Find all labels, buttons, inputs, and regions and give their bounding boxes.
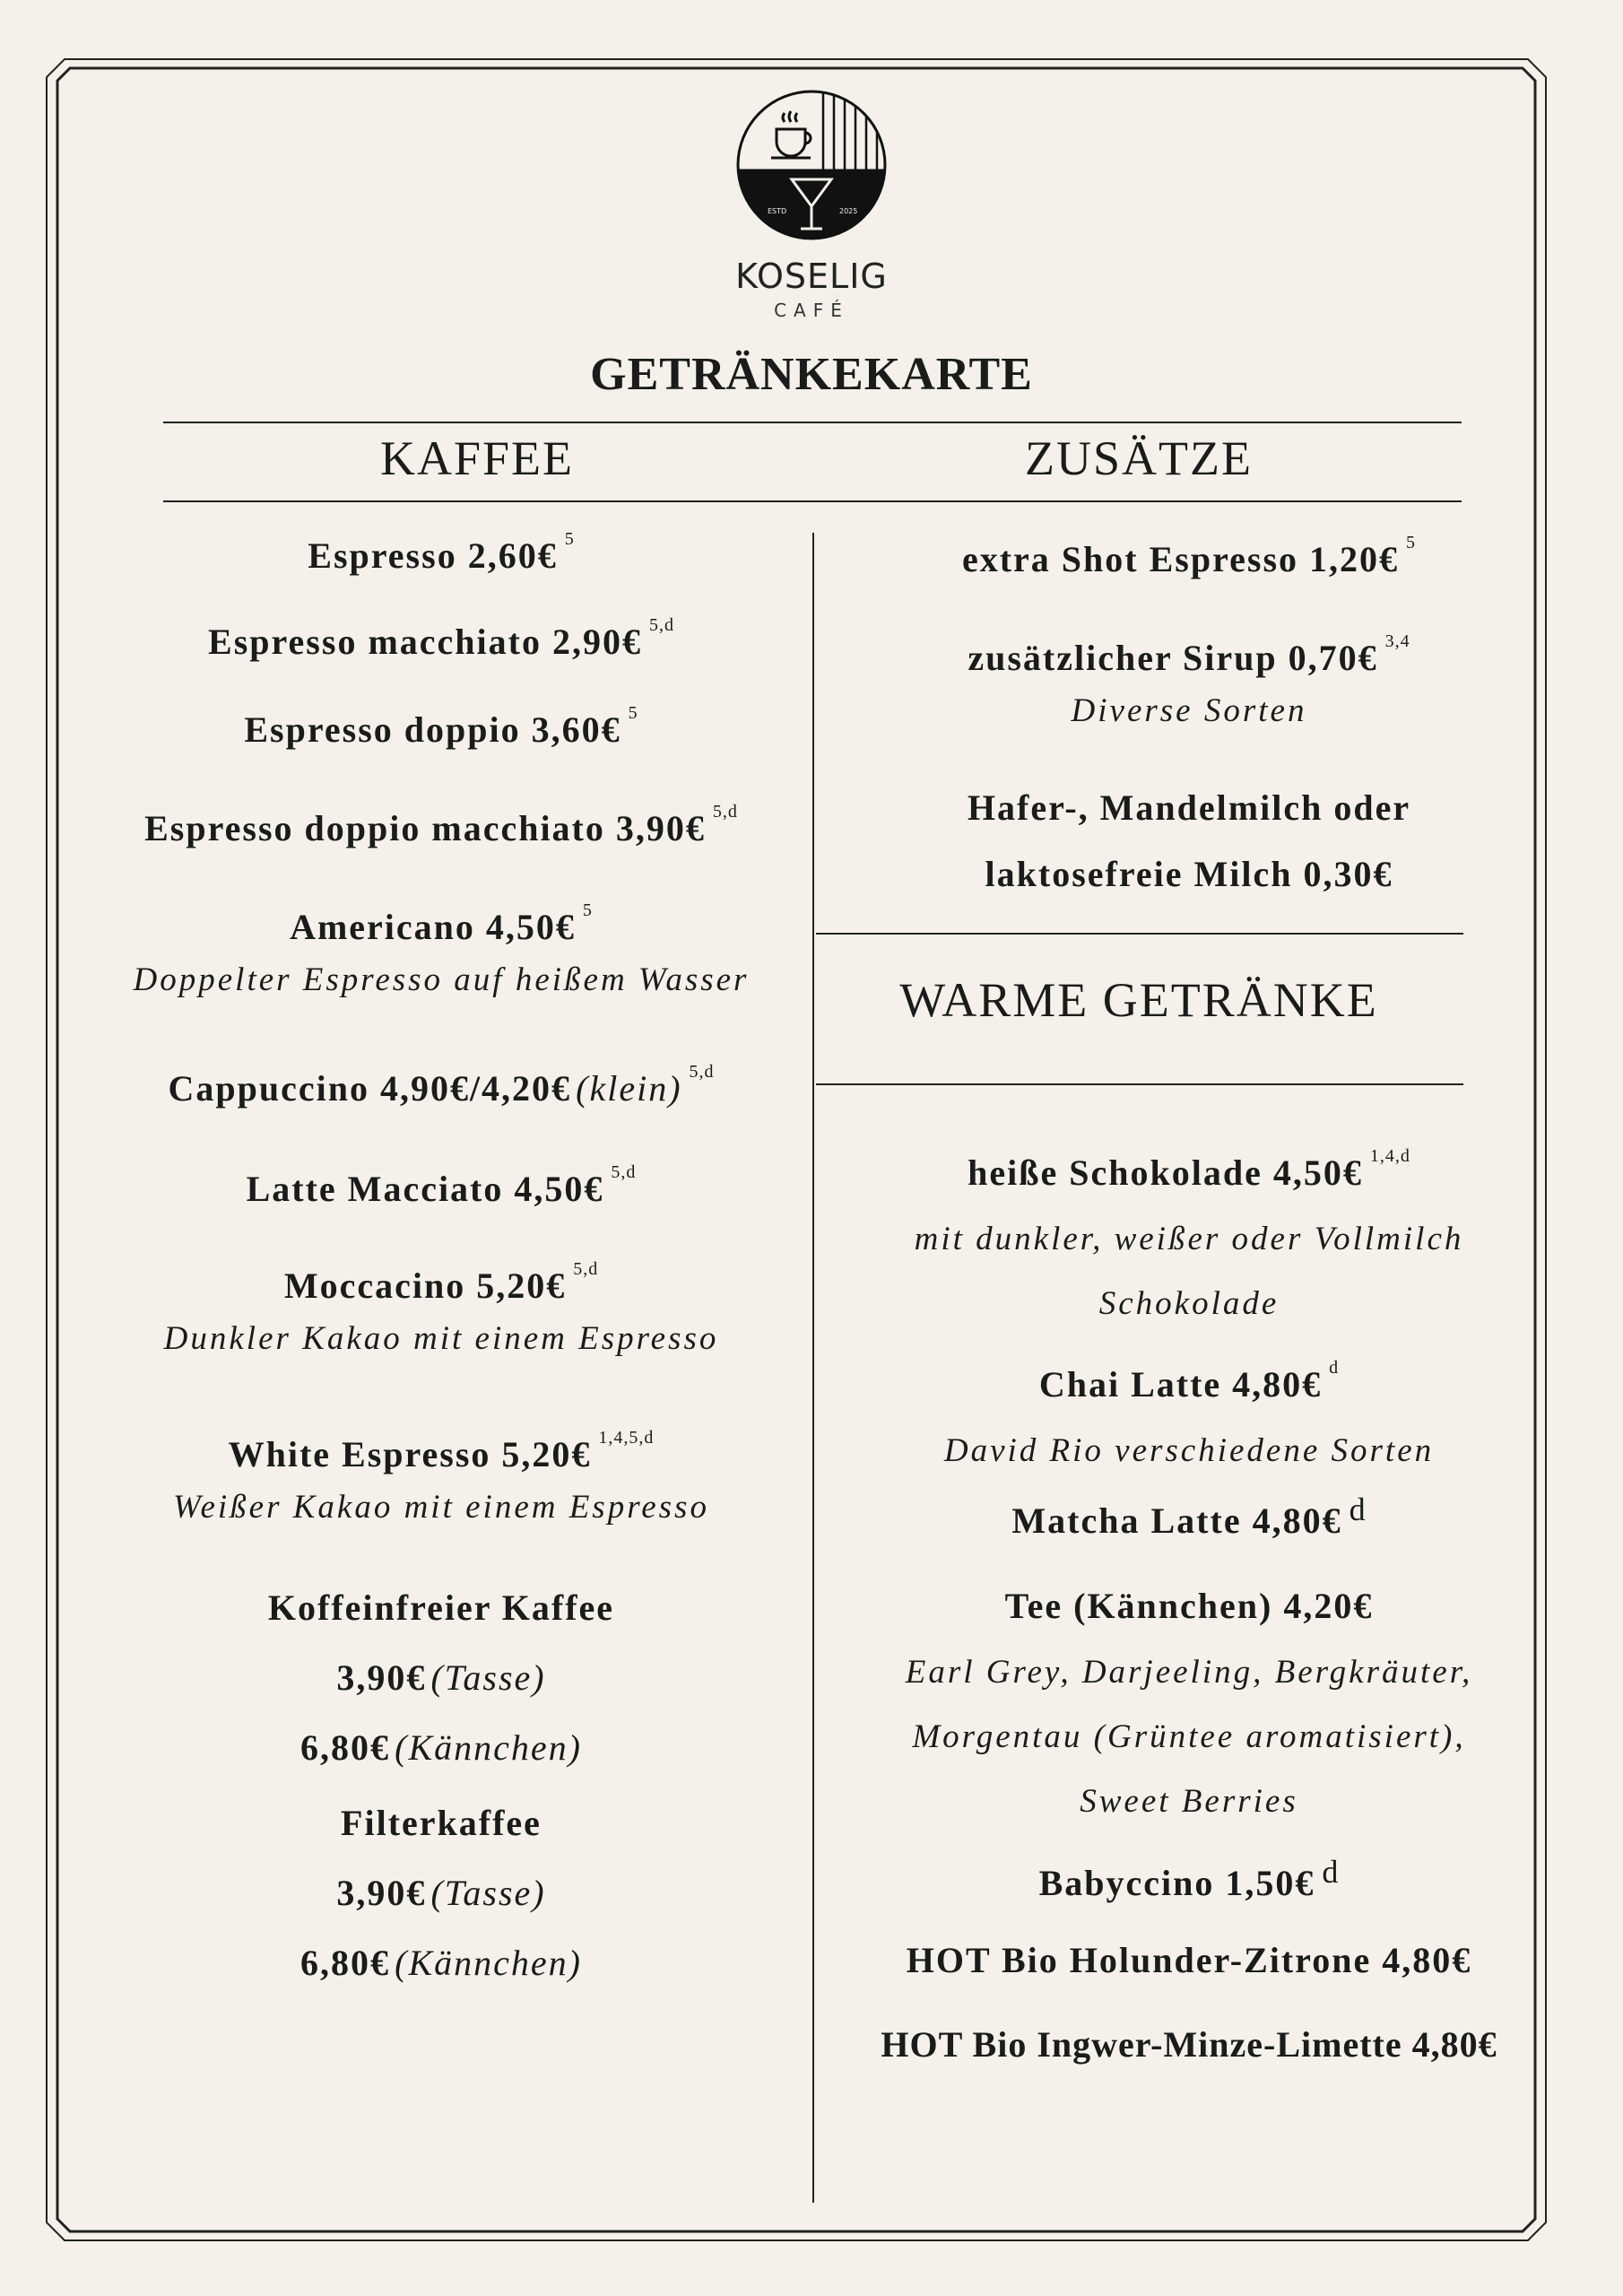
menu-item (82, 1259, 800, 1358)
item-price: 3,90€ (336, 1873, 427, 1913)
item-name: HOT Bio Holunder-Zitrone 4,80€ (906, 1940, 1472, 1980)
item-name: Americano 4,50€ (290, 907, 576, 947)
menu-item (821, 2023, 1557, 2066)
allergen-note: d (1329, 1358, 1340, 1378)
menu-item (82, 802, 800, 849)
allergen-note: d (1349, 1492, 1367, 1527)
item-description: Doppelter Espresso auf heißem Wasser (133, 961, 750, 998)
allergen-note: 5 (582, 900, 593, 920)
item-name: Matcha Latte 4,80€ (1011, 1500, 1342, 1541)
menu-item (821, 1491, 1557, 1542)
logo-name: KOSELIG (735, 257, 888, 296)
item-description: Schokolade (1098, 1285, 1280, 1322)
allergen-note: 5 (628, 703, 638, 723)
allergen-note: 1,4,5,d (598, 1428, 655, 1448)
menu-item (821, 778, 1557, 911)
menu-item (821, 1577, 1557, 1837)
menu-item (82, 1428, 800, 1526)
item-unit: (Tasse) (430, 1657, 546, 1698)
logo-subtitle: CAFÉ (774, 300, 849, 321)
item-name: Hafer-, Mandelmilch oder (967, 787, 1411, 828)
item-name: Tee (Kännchen) 4,20€ (1004, 1586, 1374, 1626)
allergen-note: 5 (564, 529, 575, 549)
cafe-logo (733, 88, 890, 249)
item-price: 3,90€ (336, 1657, 427, 1698)
item-description: David Rio verschiedene Sorten (943, 1432, 1435, 1469)
item-name: Espresso macchiato 2,90€ (208, 622, 642, 662)
divider (816, 933, 1463, 935)
allergen-note: 5,d (611, 1162, 637, 1182)
item-name: Espresso 2,60€ (308, 535, 558, 576)
item-description: mit dunkler, weißer oder Vollmilch (914, 1221, 1464, 1257)
menu-item (82, 703, 800, 751)
item-unit: (Tasse) (430, 1873, 546, 1913)
divider (163, 500, 1462, 502)
item-name: Chai Latte 4,80€ (1038, 1364, 1323, 1405)
item-name: Espresso doppio macchiato 3,90€ (144, 808, 706, 848)
menu-item (82, 1577, 800, 1787)
item-unit: (Kännchen) (395, 1943, 582, 1983)
menu-item (821, 631, 1557, 730)
menu-item (821, 1939, 1557, 1981)
item-description: Diverse Sorten (1071, 692, 1307, 729)
section-heading-kaffee: KAFFEE (379, 431, 575, 485)
item-name: extra Shot Espresso 1,20€ (961, 539, 1400, 579)
allergen-note: 5,d (648, 615, 674, 635)
item-name: Babyccino 1,50€ (1038, 1863, 1315, 1903)
item-name: zusätzlicher Sirup 0,70€ (968, 638, 1378, 678)
allergen-note: 5,d (689, 1062, 715, 1082)
section-heading-zusaetze: ZUSÄTZE (1025, 431, 1253, 485)
page-title: GETRÄNKEKARTE (590, 349, 1033, 400)
menu-item (82, 1792, 800, 2002)
divider (816, 1083, 1463, 1085)
menu-item (82, 1062, 800, 1109)
item-name: Filterkaffee (341, 1803, 542, 1843)
item-name: HOT Bio Ingwer-Minze-Limette 4,80€ (881, 2024, 1497, 2065)
item-name: Espresso doppio 3,60€ (244, 709, 621, 750)
item-name-line2: laktosefreie Milch 0,30€ (985, 854, 1393, 894)
menu-item (82, 900, 800, 999)
allergen-note: 5 (1406, 533, 1417, 552)
menu-item (821, 533, 1557, 580)
menu-item (821, 1853, 1557, 1904)
menu-item (821, 1126, 1557, 1339)
allergen-note: 3,4 (1384, 631, 1410, 651)
item-name: Koffeinfreier Kaffee (267, 1587, 615, 1628)
item-description: Dunkler Kakao mit einem Espresso (163, 1320, 719, 1357)
item-description: Sweet Berries (1080, 1783, 1298, 1820)
item-description: Earl Grey, Darjeeling, Bergkräuter, (905, 1654, 1473, 1691)
allergen-note: 5,d (573, 1259, 599, 1279)
item-description: Weißer Kakao mit einem Espresso (173, 1489, 709, 1526)
logo-estd: ESTD (768, 207, 787, 215)
menu-item (82, 615, 800, 663)
item-name: Latte Macciato 4,50€ (246, 1169, 604, 1209)
allergen-note: d (1322, 1854, 1340, 1890)
allergen-note: 5,d (712, 802, 738, 822)
item-name: Moccacino 5,20€ (283, 1265, 567, 1306)
divider (163, 422, 1462, 423)
item-description: Morgentau (Grüntee aromatisiert), (912, 1718, 1466, 1755)
item-price: 6,80€ (300, 1727, 391, 1768)
item-price: 6,80€ (300, 1943, 391, 1983)
section-heading-warme-getraenke: WARME GETRÄNKE (899, 973, 1378, 1027)
allergen-note: 1,4,d (1369, 1146, 1410, 1166)
item-name: Cappuccino 4,90€/4,20€ (168, 1068, 572, 1109)
column-divider (812, 533, 814, 2203)
item-name: heiße Schokolade 4,50€ (968, 1152, 1363, 1193)
item-unit: (Kännchen) (395, 1727, 582, 1768)
menu-item (82, 1162, 800, 1210)
item-name: White Espresso 5,20€ (228, 1434, 592, 1474)
item-size-note: (klein) (576, 1068, 682, 1109)
menu-item (821, 1338, 1557, 1486)
menu-item (82, 529, 800, 577)
logo-year: 2025 (839, 207, 858, 215)
